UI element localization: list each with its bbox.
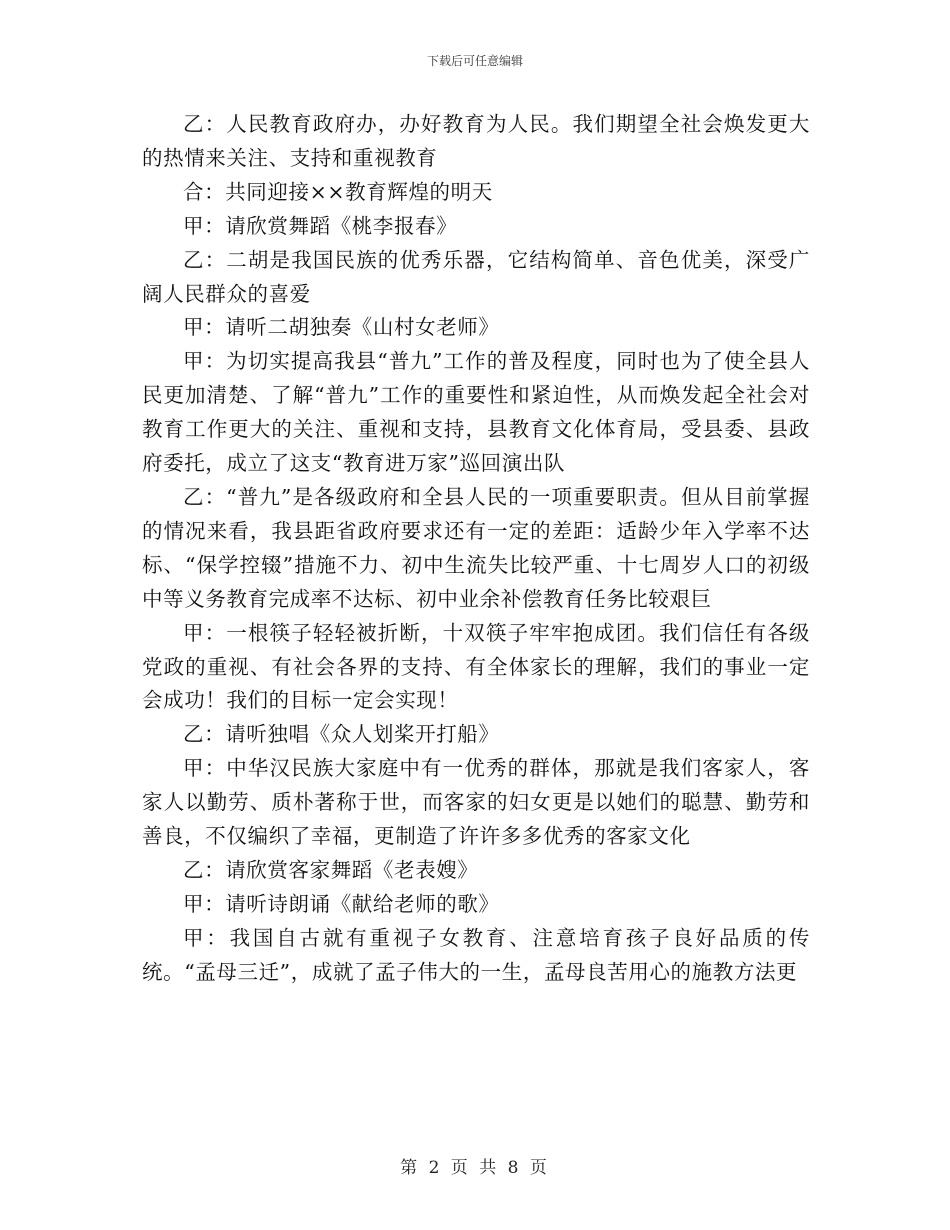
paragraph: 甲：中华汉民族大家庭中有一优秀的群体，那就是我们客家人，客家人以勤劳、质朴著称于世，而客家的妇女更是以她们的聪慧、勤劳和善良，不仅编织了幸福，更制造了许许多多优秀的客家文化 (142, 756, 810, 849)
paragraph: 乙：二胡是我国民族的优秀乐器，它结构简单、音色优美，深受广阔人民群众的喜爱 (142, 247, 810, 306)
paragraph: 合：共同迎接××教育辉煌的明天 (183, 179, 493, 204)
paragraph: 甲：我国自古就有重视子女教育、注意培育孩子良好品质的传统。“孟母三迁”，成就了孟子伟大的一生，孟母良苦用心的施教方法更 (142, 925, 810, 984)
paragraph: 甲：一根筷子轻轻被折断，十双筷子牢牢抱成团。我们信任有各级党政的重视、有社会各界的支持、有全体家长的理解，我们的事业一定会成功！我们的目标一定会实现！ (142, 620, 810, 713)
paragraph: 甲：请听诗朗诵《献给老师的歌》 (183, 891, 500, 916)
paragraph: 甲：请听二胡独奏《山村女老师》 (183, 315, 500, 340)
document-body (142, 108, 810, 990)
paragraph: 乙：人民教育政府办，办好教育为人民。我们期望全社会焕发更大的热情来关注、支持和重视教育 (142, 112, 810, 170)
page-number: 第 2 页 共 8 页 (400, 1158, 550, 1178)
paragraph: 甲：为切实提高我县“普九”工作的普及程度，同时也为了使全县人民更加清楚、了解“普九”工作的重要性和紧迫性，从而焕发起全社会对教育工作更大的关注、重视和支持，县教育文化体育局，受县委、县政府委托，成立了这支“教育进万家”巡回演出队 (142, 349, 810, 476)
paragraph: 乙：请听独唱《众人划桨开打船》 (183, 722, 500, 747)
page-header: 下载后可任意编辑 (426, 54, 523, 68)
paragraph: 乙：“普九”是各级政府和全县人民的一项重要职责。但从目前掌握的情况来看，我县距省政府要求还有一定的差距：适龄少年入学率不达标、“保学控辍”措施不力、初中生流失比较严重、十七周岁人口的初级中等义务教育完成率不达标、初中业余补偿教育任务比较艰巨 (142, 484, 810, 611)
paragraph: 乙：请欣赏客家舞蹈《老表嫂》 (183, 857, 479, 882)
paragraph: 甲：请欣赏舞蹈《桃李报春》 (183, 213, 458, 238)
